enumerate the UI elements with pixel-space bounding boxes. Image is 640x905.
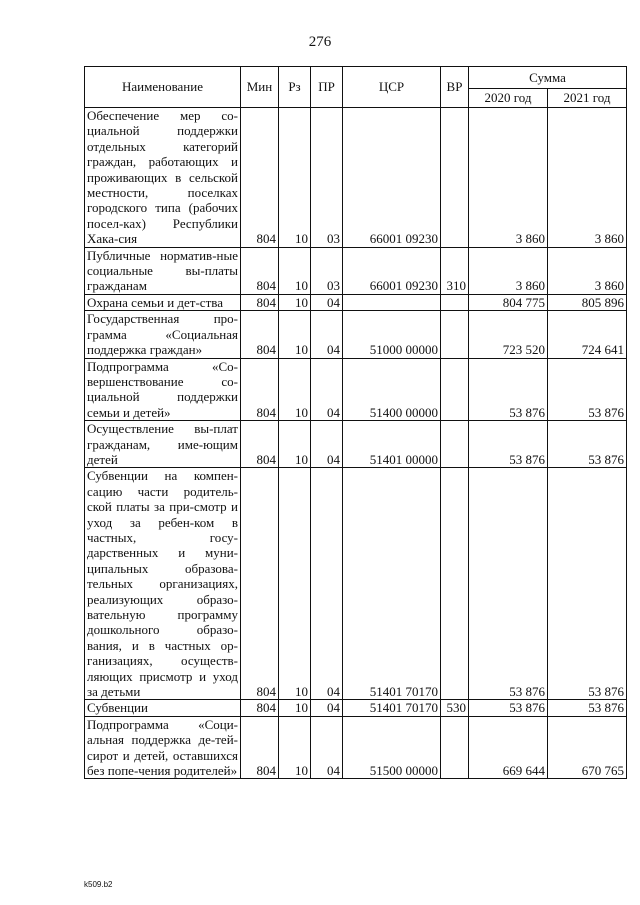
row-min-cell: 804 [241,311,279,358]
row-pr-cell: 04 [311,700,343,716]
row-min-cell: 804 [241,700,279,716]
row-rz-cell: 10 [279,311,311,358]
row-csr-cell: 51400 00000 [343,358,441,421]
row-pr-cell: 03 [311,108,343,248]
header-year-2021: 2021 год [548,88,627,107]
row-rz-cell: 10 [279,247,311,294]
row-2020-cell: 3 860 [469,108,548,248]
row-2020-cell: 804 775 [469,294,548,310]
row-name-cell: Публичные норматив-ные социальные вы-платы гражданам [85,247,241,294]
row-name-cell: Подпрограмма «Соци-альная поддержка де-тей-сирот и детей, оставшихся без попе-чения родителей» [85,716,241,779]
row-2020-cell: 669 644 [469,716,548,779]
row-csr-cell: 51401 70170 [343,468,441,700]
table-row [85,294,627,310]
row-2020-cell: 53 876 [469,700,548,716]
row-rz-cell: 10 [279,358,311,421]
row-pr-cell: 04 [311,716,343,779]
row-min-cell: 804 [241,294,279,310]
row-csr-cell: 51000 00000 [343,311,441,358]
footer-code: k509.b2 [84,880,113,889]
row-2021-cell: 53 876 [548,700,627,716]
row-name-cell: Субвенции на компен-сацию части родитель-ской платы за при-смотр и уход за ребен-ком в частных, госу-дарственных и муни-ципальных образова-тельных организациях, реализующих образо-вательную программу дошкольного образо-вания, и в частных ор-ганизациях, осуществ-ляющих присмотр и уход за детьми [85,468,241,700]
header-pr: ПР [311,67,343,108]
row-2021-cell: 805 896 [548,294,627,310]
row-vr-cell: 310 [441,247,469,294]
row-vr-cell: 530 [441,700,469,716]
row-csr-cell [343,294,441,310]
row-2021-cell: 53 876 [548,358,627,421]
row-csr-cell: 51500 00000 [343,716,441,779]
row-pr-cell: 04 [311,294,343,310]
row-pr-cell: 04 [311,358,343,421]
row-name-cell: Охрана семьи и дет-ства [85,294,241,310]
header-min: Мин [241,67,279,108]
page-number: 276 [308,34,332,50]
row-vr-cell [441,358,469,421]
row-pr-cell: 04 [311,421,343,468]
row-rz-cell: 10 [279,700,311,716]
row-2021-cell: 670 765 [548,716,627,779]
row-name-cell: Подпрограмма «Со-вершенствование со-циальной поддержки семьи и детей» [85,358,241,421]
row-vr-cell [441,421,469,468]
table-row [85,311,627,358]
row-rz-cell: 10 [279,716,311,779]
table-row [85,421,627,468]
row-min-cell: 804 [241,421,279,468]
row-csr-cell: 51401 00000 [343,421,441,468]
table-row [85,700,627,716]
row-name-cell: Обеспечение мер со-циальной поддержки отдельных категорий граждан, работающих и проживающих в сельской местности, поселках городского типа (рабочих посел-ках) Республики Хака-сия [85,108,241,248]
row-2021-cell: 53 876 [548,421,627,468]
header-year-2020: 2020 год [469,88,548,107]
row-2020-cell: 53 876 [469,421,548,468]
row-min-cell: 804 [241,108,279,248]
row-min-cell: 804 [241,468,279,700]
row-2021-cell: 3 860 [548,108,627,248]
table-row [85,108,627,248]
header-sum: Сумма [469,67,627,89]
row-2021-cell: 53 876 [548,468,627,700]
row-vr-cell [441,294,469,310]
row-rz-cell: 10 [279,108,311,248]
row-vr-cell [441,108,469,248]
row-rz-cell: 10 [279,468,311,700]
header-rz: Рз [279,67,311,108]
row-rz-cell: 10 [279,421,311,468]
row-2020-cell: 723 520 [469,311,548,358]
row-rz-cell: 10 [279,294,311,310]
table-row [85,468,627,700]
row-csr-cell: 51401 70170 [343,700,441,716]
header-name: Наименование [85,67,241,108]
table-body [85,108,627,779]
row-pr-cell: 04 [311,468,343,700]
row-csr-cell: 66001 09230 [343,108,441,248]
row-2020-cell: 3 860 [469,247,548,294]
header-csr: ЦСР [343,67,441,108]
table-row [85,247,627,294]
row-vr-cell [441,716,469,779]
row-csr-cell: 66001 09230 [343,247,441,294]
row-min-cell: 804 [241,247,279,294]
row-min-cell: 804 [241,716,279,779]
row-name-cell: Государственная про-грамма «Социальная поддержка граждан» [85,311,241,358]
row-2021-cell: 3 860 [548,247,627,294]
row-2020-cell: 53 876 [469,468,548,700]
row-min-cell: 804 [241,358,279,421]
row-2021-cell: 724 641 [548,311,627,358]
header-vr: ВР [441,67,469,108]
row-pr-cell: 04 [311,311,343,358]
budget-table [84,66,627,779]
row-vr-cell [441,468,469,700]
row-name-cell: Субвенции [85,700,241,716]
row-pr-cell: 03 [311,247,343,294]
table-row [85,716,627,779]
table-row [85,358,627,421]
row-2020-cell: 53 876 [469,358,548,421]
row-name-cell: Осуществление вы-плат гражданам, име-ющим детей [85,421,241,468]
row-vr-cell [441,311,469,358]
